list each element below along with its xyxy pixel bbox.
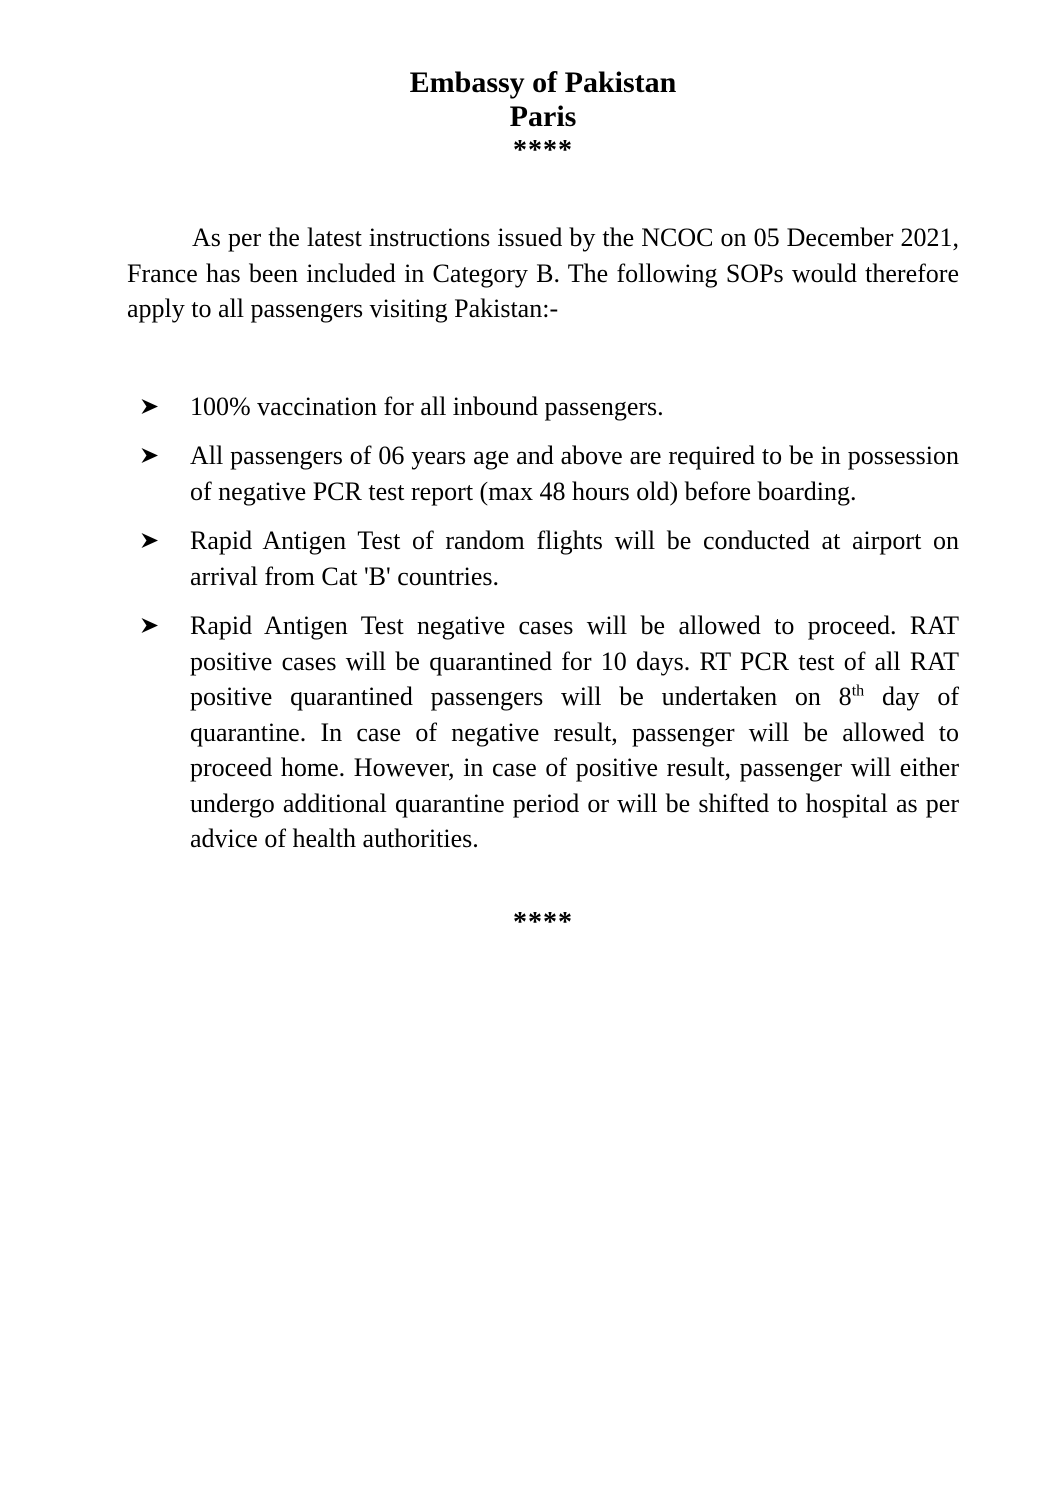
arrow-bullet-icon (140, 447, 159, 464)
list-item (127, 438, 959, 509)
footer-separator-stars: **** (513, 906, 573, 938)
intro-paragraph: As per the latest instructions issued by the NCOC on 05 December 2021, France has been included in Category B. The following SOPs would therefore apply to all passengers visiting Pakistan:- (127, 223, 959, 323)
header-separator-stars: **** (513, 135, 573, 166)
arrow-bullet-icon (140, 398, 159, 415)
list-item-text-post: day of quarantine. In case of negative result, passenger will be allowed to proceed home. However, in case of positive result, passenger will either undergo additional quarantine period or will be shifted to hospital as per advice of health authorities. (190, 682, 959, 853)
sop-list (127, 389, 959, 857)
arrow-bullet-icon (140, 532, 159, 549)
ordinal-superscript: th (851, 682, 865, 700)
list-item-text: All passengers of 06 years age and above are required to be in possession of negative PCR test report (max 48 hours old) before boarding. (190, 441, 959, 506)
list-item-text-pre: Rapid Antigen Test negative cases will be allowed to proceed. RAT positive cases will be quarantined for 10 days. RT PCR test of all RAT positive quarantined passengers will be undertaken on 8 (190, 611, 959, 711)
list-item-text: Rapid Antigen Test of random flights will be conducted at airport on arrival from Cat 'B' countries. (190, 526, 959, 591)
document-title: Embassy of Pakistan (409, 66, 677, 99)
document-subtitle: Paris (509, 100, 577, 133)
document-header (127, 66, 959, 168)
arrow-bullet-icon (140, 617, 159, 634)
list-item (127, 608, 959, 857)
list-item (127, 389, 959, 425)
list-item-text: 100% vaccination for all inbound passengers. (190, 391, 664, 421)
list-item (127, 523, 959, 594)
list-item-text (190, 611, 959, 853)
